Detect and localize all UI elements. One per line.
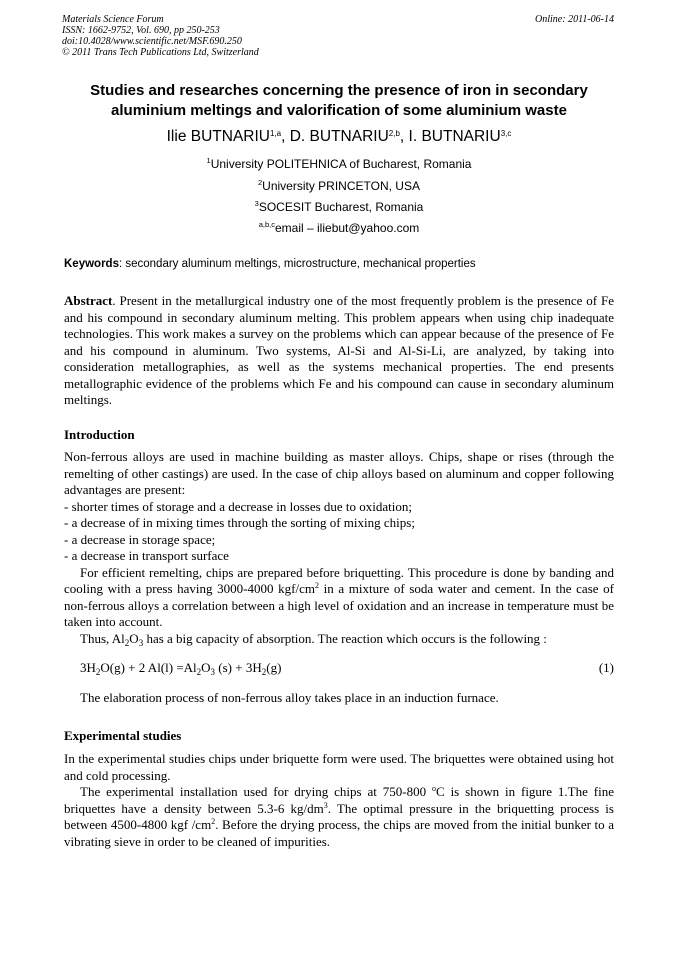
author-sup: 2,b (388, 129, 400, 138)
paper-title (62, 81, 616, 121)
text-run: . Before the drying process, the chips are moved from the initial bunker to a vibrating sieve in order to be cleaned of impurities. (64, 817, 614, 849)
text-run: . The optimal pressure in the briquetting process is between 4500-4800 kgf /cm (64, 800, 614, 832)
exp-paragraph-2 (64, 784, 614, 850)
eq-sub: 2 (261, 667, 267, 677)
experimental-heading: Experimental studies (64, 728, 182, 743)
subscript: 2 (124, 637, 130, 648)
keywords-text: : secondary aluminum meltings, microstructure, mechanical properties (118, 258, 476, 270)
author-sep: , (281, 128, 290, 145)
affiliation-text: SOCESIT Bucharest, Romania (258, 200, 424, 214)
subscript: 3 (138, 637, 144, 648)
affiliation-text: University PRINCETON, USA (262, 179, 420, 193)
superscript: 3 (323, 800, 328, 810)
author-name: Ilie BUTNARIU (166, 128, 270, 145)
abstract-text: . Present in the metallurgical industry one of the most frequently problem is the presence of Fe and his compound in secondary aluminum melting. This problem appears when using chip inadequate technologies. This work makes a survey on the problems which can appear because of the presence of Fe and his compound in aluminum. Two systems, Al-Si and Al-Si-Li, are analyzed, by taking into consideration metallographies, as well as the systems mechanical properties. The end presents metallographic evidence of the problems which Fe and his compound can cause in secondary aluminum meltings. (64, 293, 614, 407)
affiliation-email (62, 221, 616, 235)
eq-text: 3H (80, 660, 96, 675)
eq-sub: 3 (210, 667, 216, 677)
intro-list-item: - shorter times of storage and a decrease in losses due to oxidation; (64, 498, 413, 514)
author-sep: , (399, 128, 409, 145)
affiliation-sup: a,b,c (258, 220, 275, 229)
intro-paragraph-1: Non-ferrous alloys are used in machine building as master alloys. Chips, shape or rises (through the remelting of other castings) are used. In the case of chip alloys based on aluminum and copper following advantages are present: (64, 449, 614, 497)
journal-header (62, 14, 259, 58)
superscript: 2 (211, 817, 216, 826)
affiliation-sup: 3 (254, 199, 259, 208)
eq-text: (s) + 3H (215, 660, 262, 675)
eq-text: O(g) + 2 Al(l) =Al (100, 660, 197, 675)
superscript: o (432, 784, 436, 793)
intro-paragraph-2 (64, 565, 614, 631)
intro-list-item: - a decrease of in mixing times through the sorting of mixing chips; (64, 515, 415, 530)
text-run: The experimental installation used for drying chips at 750-800 (80, 784, 432, 799)
experimental-body (64, 751, 614, 850)
doi-line[interactable]: doi:10.4028/www.scientific.net/MSF.690.250 (62, 36, 242, 47)
superscript: 2 (314, 581, 319, 590)
eq-text: (g) (266, 660, 282, 675)
online-date: Online: 2011-06-14 (535, 14, 614, 25)
equation-number: (1) (598, 660, 614, 675)
affiliation-sup: 1 (206, 156, 211, 165)
text-run: Thus, Al (80, 630, 125, 646)
introduction-body (64, 449, 614, 647)
author-name: I. BUTNARIU (408, 128, 501, 145)
title-line-1: Studies and researches concerning the presence of iron in secondary (90, 82, 588, 99)
abstract-label: Abstract (64, 293, 113, 308)
affiliation-sup: 2 (258, 178, 263, 187)
exp-paragraph-1: In the experimental studies chips under briquette form were used. The briquettes were obtained using hot and cold processing. (64, 751, 614, 783)
intro-paragraph-3 (64, 631, 614, 648)
intro-list-item: - a decrease in transport surface (64, 548, 229, 563)
equation-1 (80, 660, 614, 676)
introduction-heading: Introduction (64, 427, 135, 442)
keywords (64, 258, 624, 270)
intro-list-item: - a decrease in storage space; (64, 531, 216, 547)
author-sup: 1,a (269, 129, 282, 138)
affiliation-1 (62, 157, 616, 171)
author-list (62, 128, 616, 146)
affiliation-text: University POLITEHNICA of Bucharest, Romania (210, 157, 472, 171)
affiliation-2 (62, 179, 616, 193)
author-name: D. BUTNARIU (289, 128, 389, 145)
text-run: For efficient remelting, chips are prepared before briquetting. This procedure is done by banding and cooling with a press having 3000-4000 kgf/cm (64, 564, 614, 596)
abstract (64, 293, 614, 409)
keywords-label: Keywords (64, 258, 119, 270)
text-run: in a mixture of soda water and cement. In the case of non-ferrous alloys a correlation between a high level of oxidation and an increase in temperature must be taken into account. (64, 581, 614, 629)
text-run: O (129, 630, 139, 646)
journal-name: Materials Science Forum (62, 14, 164, 25)
intro-paragraph-4: The elaboration process of non-ferrous alloy takes place in an induction furnace. (80, 690, 499, 705)
email-text[interactable]: email – iliebut@yahoo.com (275, 221, 420, 235)
text-run: has a big capacity of absorption. The reaction which occurs is the following : (143, 630, 547, 646)
issn-line: ISSN: 1662-9752, Vol. 690, pp 250-253 (62, 25, 220, 36)
affiliation-3 (62, 200, 616, 214)
copyright-line: © 2011 Trans Tech Publications Ltd, Switzerland (62, 47, 259, 58)
title-line-2: aluminium meltings and valorification of some aluminium waste (111, 102, 567, 119)
eq-sub: 2 (95, 667, 101, 677)
eq-sub: 2 (196, 667, 202, 677)
author-sup: 3,c (500, 129, 512, 138)
text-run: C is shown in figure 1.The fine briquettes have a density between 5.3-6 kg/dm (64, 784, 614, 816)
eq-text: O (201, 660, 211, 675)
